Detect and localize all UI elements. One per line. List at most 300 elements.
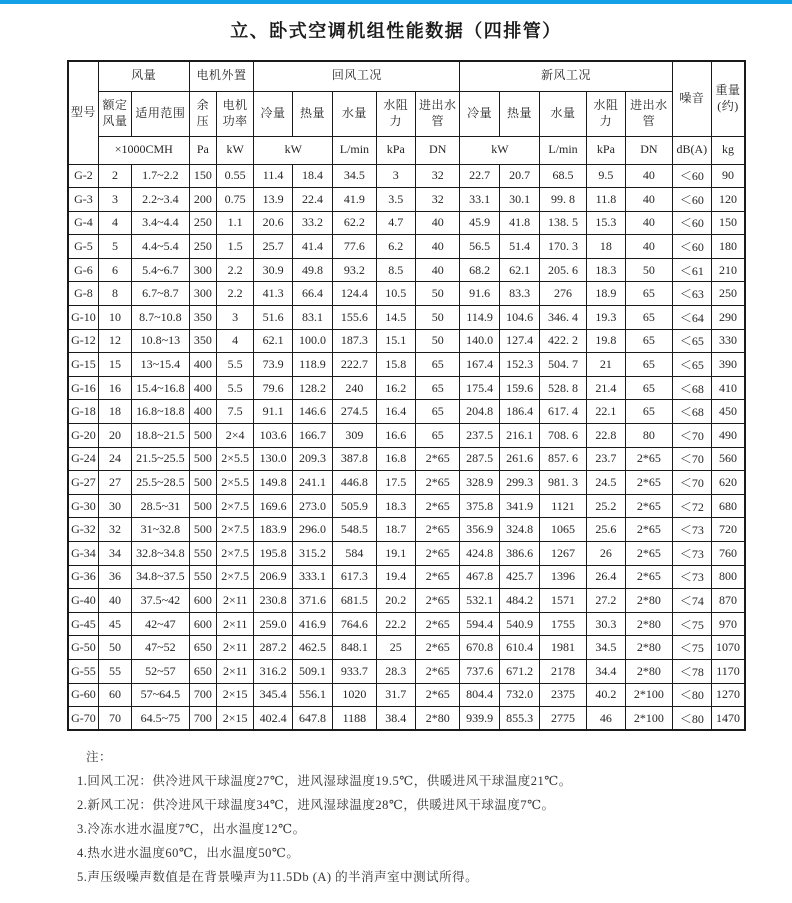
value-cell: 32.8~34.8: [132, 542, 190, 566]
value-cell: 2*65: [626, 471, 673, 495]
header-fresh-air-group: 新风工况: [460, 61, 672, 91]
header-motor-group: 电机外置: [189, 61, 254, 91]
value-cell: 10: [98, 306, 131, 330]
value-cell: 315.2: [292, 542, 332, 566]
value-cell: 25: [376, 636, 415, 660]
value-cell: 34: [98, 542, 131, 566]
value-cell: 737.6: [460, 659, 499, 683]
value-cell: 2*65: [626, 447, 673, 471]
value-cell: 26.4: [586, 565, 625, 589]
value-cell: 30.1: [499, 188, 539, 212]
value-cell: 250: [189, 235, 216, 259]
value-cell: 41.4: [292, 235, 332, 259]
value-cell: 509.1: [292, 659, 332, 683]
value-cell: 46: [586, 707, 625, 731]
unit-return-water-resistance: kPa: [376, 136, 415, 164]
value-cell: 15.1: [376, 329, 415, 353]
note-item: 5.声压级噪声数值是在背景噪声为11.5Db (A) 的半消声室中测试所得。: [77, 870, 479, 884]
value-cell: 166.7: [292, 424, 332, 448]
model-cell: G-55: [68, 659, 98, 683]
value-cell: 30.9: [254, 258, 292, 282]
value-cell: 402.4: [254, 707, 292, 731]
value-cell: ＜60: [672, 235, 711, 259]
value-cell: 584: [333, 542, 376, 566]
value-cell: 855.3: [499, 707, 539, 731]
table-header: [68, 61, 745, 164]
top-accent-bar: [0, 0, 792, 4]
value-cell: 50: [415, 306, 459, 330]
value-cell: 170. 3: [540, 235, 586, 259]
value-cell: 1020: [333, 683, 376, 707]
value-cell: 328.9: [460, 471, 499, 495]
value-cell: 500: [189, 518, 216, 542]
table-row: [68, 683, 745, 707]
value-cell: 2×7.5: [216, 518, 253, 542]
value-cell: ＜60: [672, 211, 711, 235]
value-cell: 22.2: [376, 612, 415, 636]
table-row: [68, 164, 745, 188]
value-cell: ＜63: [672, 282, 711, 306]
model-cell: G-4: [68, 211, 98, 235]
value-cell: 30: [98, 494, 131, 518]
value-cell: 65: [415, 424, 459, 448]
unit-fresh-water-resistance: kPa: [586, 136, 625, 164]
value-cell: 446.8: [333, 471, 376, 495]
value-cell: 167.4: [460, 353, 499, 377]
value-cell: 34.5: [586, 636, 625, 660]
value-cell: 400: [189, 353, 216, 377]
value-cell: 462.5: [292, 636, 332, 660]
value-cell: 51.4: [499, 235, 539, 259]
value-cell: 216.1: [499, 424, 539, 448]
unit-return-water-flow: L/min: [333, 136, 376, 164]
value-cell: 41.9: [333, 188, 376, 212]
value-cell: 4.7: [376, 211, 415, 235]
model-cell: G-15: [68, 353, 98, 377]
value-cell: 11.8: [586, 188, 625, 212]
value-cell: 15.8: [376, 353, 415, 377]
value-cell: 500: [189, 447, 216, 471]
table-row: [68, 612, 745, 636]
value-cell: 34.8~37.5: [132, 565, 190, 589]
value-cell: 287.5: [460, 447, 499, 471]
value-cell: 4: [98, 211, 131, 235]
value-cell: 2*80: [415, 707, 459, 731]
header-return-pipe: 进出水管: [415, 91, 459, 136]
value-cell: 195.8: [254, 542, 292, 566]
value-cell: 2×7.5: [216, 542, 253, 566]
value-cell: 933.7: [333, 659, 376, 683]
value-cell: 1396: [540, 565, 586, 589]
value-cell: 64.5~75: [132, 707, 190, 731]
value-cell: 65: [626, 376, 673, 400]
value-cell: 19.4: [376, 565, 415, 589]
value-cell: 175.4: [460, 376, 499, 400]
value-cell: 25.5~28.5: [132, 471, 190, 495]
table-row: [68, 329, 745, 353]
value-cell: 18.8~21.5: [132, 424, 190, 448]
value-cell: 848.1: [333, 636, 376, 660]
value-cell: 49.8: [292, 258, 332, 282]
value-cell: 45: [98, 612, 131, 636]
value-cell: 410: [712, 376, 745, 400]
value-cell: 2×7.5: [216, 494, 253, 518]
value-cell: 346. 4: [540, 306, 586, 330]
value-cell: 647.8: [292, 707, 332, 731]
value-cell: 90: [712, 164, 745, 188]
value-cell: 422. 2: [540, 329, 586, 353]
value-cell: 1270: [712, 683, 745, 707]
value-cell: 386.6: [499, 542, 539, 566]
value-cell: 425.7: [499, 565, 539, 589]
value-cell: 505.9: [333, 494, 376, 518]
value-cell: ＜68: [672, 400, 711, 424]
model-cell: G-36: [68, 565, 98, 589]
value-cell: ＜70: [672, 424, 711, 448]
value-cell: 600: [189, 589, 216, 613]
value-cell: 114.9: [460, 306, 499, 330]
value-cell: 32: [98, 518, 131, 542]
value-cell: 40: [626, 164, 673, 188]
value-cell: 600: [189, 612, 216, 636]
header-applicable-range: 适用范围: [132, 91, 190, 136]
value-cell: 241.1: [292, 471, 332, 495]
value-cell: 7.5: [216, 400, 253, 424]
value-cell: 18.3: [586, 258, 625, 282]
value-cell: 350: [189, 329, 216, 353]
table-row: [68, 707, 745, 731]
value-cell: 149.8: [254, 471, 292, 495]
value-cell: 50: [98, 636, 131, 660]
value-cell: ＜75: [672, 636, 711, 660]
header-fresh-water-flow: 水量: [540, 91, 586, 136]
value-cell: 450: [712, 400, 745, 424]
value-cell: 41.3: [254, 282, 292, 306]
value-cell: 65: [415, 400, 459, 424]
value-cell: 330: [712, 329, 745, 353]
value-cell: 31.7: [376, 683, 415, 707]
value-cell: 617.3: [333, 565, 376, 589]
value-cell: 50: [415, 329, 459, 353]
unit-air-volume: ×1000CMH: [98, 136, 189, 164]
value-cell: 2×4: [216, 424, 253, 448]
value-cell: ＜78: [672, 659, 711, 683]
value-cell: 18.9: [586, 282, 625, 306]
value-cell: 91.1: [254, 400, 292, 424]
value-cell: 79.6: [254, 376, 292, 400]
value-cell: 186.4: [499, 400, 539, 424]
value-cell: 104.6: [499, 306, 539, 330]
value-cell: 8.5: [376, 258, 415, 282]
unit-fresh-water-flow: L/min: [540, 136, 586, 164]
value-cell: 73.9: [254, 353, 292, 377]
value-cell: 70: [98, 707, 131, 731]
value-cell: 52~57: [132, 659, 190, 683]
value-cell: 700: [189, 707, 216, 731]
value-cell: 341.9: [499, 494, 539, 518]
value-cell: 20.2: [376, 589, 415, 613]
table-row: [68, 589, 745, 613]
value-cell: 15: [98, 353, 131, 377]
value-cell: 83.3: [499, 282, 539, 306]
table-row: [68, 282, 745, 306]
header-label-row: [68, 91, 745, 136]
value-cell: 33.2: [292, 211, 332, 235]
value-cell: 37.5~42: [132, 589, 190, 613]
value-cell: 14.5: [376, 306, 415, 330]
value-cell: 2*100: [626, 707, 673, 731]
value-cell: 230.8: [254, 589, 292, 613]
table-row: [68, 494, 745, 518]
value-cell: 40.2: [586, 683, 625, 707]
model-cell: G-45: [68, 612, 98, 636]
value-cell: 2*80: [626, 636, 673, 660]
header-model: 型号: [68, 61, 98, 164]
value-cell: 484.2: [499, 589, 539, 613]
value-cell: 2*65: [626, 494, 673, 518]
notes-section: [77, 745, 572, 889]
value-cell: ＜75: [672, 612, 711, 636]
value-cell: 3.4~4.4: [132, 211, 190, 235]
value-cell: 2*80: [626, 612, 673, 636]
value-cell: 138. 5: [540, 211, 586, 235]
value-cell: 2*80: [626, 659, 673, 683]
value-cell: 550: [189, 542, 216, 566]
value-cell: 356.9: [460, 518, 499, 542]
value-cell: 42~47: [132, 612, 190, 636]
value-cell: 2775: [540, 707, 586, 731]
value-cell: 424.8: [460, 542, 499, 566]
value-cell: 159.6: [499, 376, 539, 400]
value-cell: 20.6: [254, 211, 292, 235]
value-cell: 390: [712, 353, 745, 377]
value-cell: 287.2: [254, 636, 292, 660]
value-cell: 16.6: [376, 424, 415, 448]
value-cell: 66.4: [292, 282, 332, 306]
value-cell: 610.4: [499, 636, 539, 660]
value-cell: ＜68: [672, 376, 711, 400]
value-cell: 57~64.5: [132, 683, 190, 707]
value-cell: 17.5: [376, 471, 415, 495]
value-cell: 2×11: [216, 589, 253, 613]
value-cell: 1065: [540, 518, 586, 542]
value-cell: 80: [626, 424, 673, 448]
value-cell: 18: [98, 400, 131, 424]
value-cell: 2*65: [415, 683, 459, 707]
value-cell: 670.8: [460, 636, 499, 660]
value-cell: 240: [333, 376, 376, 400]
value-cell: 13~15.4: [132, 353, 190, 377]
value-cell: 2*65: [415, 518, 459, 542]
value-cell: 1.7~2.2: [132, 164, 190, 188]
value-cell: 2×15: [216, 683, 253, 707]
value-cell: 120: [712, 188, 745, 212]
value-cell: 6.7~8.7: [132, 282, 190, 306]
model-cell: G-16: [68, 376, 98, 400]
model-cell: G-10: [68, 306, 98, 330]
value-cell: 27.2: [586, 589, 625, 613]
value-cell: 650: [189, 636, 216, 660]
value-cell: ＜65: [672, 353, 711, 377]
value-cell: 127.4: [499, 329, 539, 353]
value-cell: 650: [189, 659, 216, 683]
model-cell: G-24: [68, 447, 98, 471]
value-cell: 1470: [712, 707, 745, 731]
value-cell: ＜60: [672, 188, 711, 212]
value-cell: 200: [189, 188, 216, 212]
value-cell: 62.1: [254, 329, 292, 353]
value-cell: 50: [626, 258, 673, 282]
value-cell: 345.4: [254, 683, 292, 707]
value-cell: 65: [626, 400, 673, 424]
value-cell: 209.3: [292, 447, 332, 471]
header-noise: 噪音: [672, 61, 711, 136]
value-cell: ＜74: [672, 589, 711, 613]
value-cell: 3: [376, 164, 415, 188]
value-cell: 0.55: [216, 164, 253, 188]
header-weight: 重量(约): [712, 61, 745, 136]
unit-pressure: Pa: [189, 136, 216, 164]
value-cell: 83.1: [292, 306, 332, 330]
value-cell: 2*65: [415, 494, 459, 518]
value-cell: 333.1: [292, 565, 332, 589]
value-cell: 764.6: [333, 612, 376, 636]
value-cell: 560: [712, 447, 745, 471]
value-cell: 204.8: [460, 400, 499, 424]
value-cell: 2*65: [415, 542, 459, 566]
value-cell: 5.5: [216, 353, 253, 377]
value-cell: 5: [98, 235, 131, 259]
unit-fresh-pipe: DN: [626, 136, 673, 164]
table-row: [68, 565, 745, 589]
value-cell: 22.4: [292, 188, 332, 212]
value-cell: 309: [333, 424, 376, 448]
model-cell: G-5: [68, 235, 98, 259]
value-cell: 400: [189, 376, 216, 400]
value-cell: 10.8~13: [132, 329, 190, 353]
value-cell: 36: [98, 565, 131, 589]
value-cell: 671.2: [499, 659, 539, 683]
value-cell: 2*65: [415, 659, 459, 683]
unit-weight: kg: [712, 136, 745, 164]
value-cell: 2×11: [216, 659, 253, 683]
value-cell: 30.3: [586, 612, 625, 636]
value-cell: ＜72: [672, 494, 711, 518]
model-cell: G-60: [68, 683, 98, 707]
value-cell: 27: [98, 471, 131, 495]
value-cell: 467.8: [460, 565, 499, 589]
value-cell: 187.3: [333, 329, 376, 353]
model-cell: G-6: [68, 258, 98, 282]
unit-return-capacity: kW: [254, 136, 333, 164]
value-cell: 617. 4: [540, 400, 586, 424]
value-cell: 40: [415, 235, 459, 259]
table-row: [68, 659, 745, 683]
value-cell: 25.7: [254, 235, 292, 259]
value-cell: 1571: [540, 589, 586, 613]
value-cell: 2*65: [415, 447, 459, 471]
table-row: [68, 636, 745, 660]
table-row: [68, 447, 745, 471]
value-cell: 300: [189, 258, 216, 282]
value-cell: 387.8: [333, 447, 376, 471]
value-cell: 18.3: [376, 494, 415, 518]
value-cell: 93.2: [333, 258, 376, 282]
value-cell: 55: [98, 659, 131, 683]
value-cell: 237.5: [460, 424, 499, 448]
value-cell: 1188: [333, 707, 376, 731]
value-cell: 91.6: [460, 282, 499, 306]
value-cell: 13.9: [254, 188, 292, 212]
value-cell: 2×7.5: [216, 565, 253, 589]
model-cell: G-70: [68, 707, 98, 731]
value-cell: 19.1: [376, 542, 415, 566]
header-fresh-heating: 热量: [499, 91, 539, 136]
value-cell: 250: [189, 211, 216, 235]
value-cell: 65: [415, 376, 459, 400]
value-cell: 2.2: [216, 282, 253, 306]
value-cell: 24: [98, 447, 131, 471]
value-cell: 68.2: [460, 258, 499, 282]
value-cell: 680: [712, 494, 745, 518]
model-cell: G-8: [68, 282, 98, 306]
value-cell: 1267: [540, 542, 586, 566]
header-return-cooling: 冷量: [254, 91, 292, 136]
note-item: 3.冷冻水进水温度7℃，出水温度12℃。: [77, 822, 306, 836]
value-cell: 21: [586, 353, 625, 377]
value-cell: 540.9: [499, 612, 539, 636]
header-air-volume-group: 风量: [98, 61, 189, 91]
value-cell: 400: [189, 400, 216, 424]
value-cell: 34.4: [586, 659, 625, 683]
value-cell: ＜64: [672, 306, 711, 330]
value-cell: 21.5~25.5: [132, 447, 190, 471]
table-row: [68, 306, 745, 330]
value-cell: 2×11: [216, 636, 253, 660]
value-cell: 40: [626, 235, 673, 259]
value-cell: 205. 6: [540, 258, 586, 282]
value-cell: ＜70: [672, 471, 711, 495]
value-cell: 732.0: [499, 683, 539, 707]
value-cell: 620: [712, 471, 745, 495]
value-cell: 51.6: [254, 306, 292, 330]
value-cell: 2*100: [626, 683, 673, 707]
value-cell: 3: [216, 306, 253, 330]
value-cell: 6.2: [376, 235, 415, 259]
value-cell: 18.4: [292, 164, 332, 188]
value-cell: 2*65: [415, 612, 459, 636]
notes-list: [77, 769, 572, 889]
value-cell: 2*65: [415, 636, 459, 660]
value-cell: 375.8: [460, 494, 499, 518]
value-cell: 290: [712, 306, 745, 330]
value-cell: 25.6: [586, 518, 625, 542]
value-cell: ＜73: [672, 542, 711, 566]
value-cell: 118.9: [292, 353, 332, 377]
value-cell: 99. 8: [540, 188, 586, 212]
value-cell: 15.3: [586, 211, 625, 235]
value-cell: 4: [216, 329, 253, 353]
value-cell: 6: [98, 258, 131, 282]
value-cell: 0.75: [216, 188, 253, 212]
table-row: [68, 424, 745, 448]
value-cell: 300: [189, 282, 216, 306]
table-row: [68, 518, 745, 542]
value-cell: 183.9: [254, 518, 292, 542]
value-cell: 5.5: [216, 376, 253, 400]
value-cell: 299.3: [499, 471, 539, 495]
value-cell: 870: [712, 589, 745, 613]
